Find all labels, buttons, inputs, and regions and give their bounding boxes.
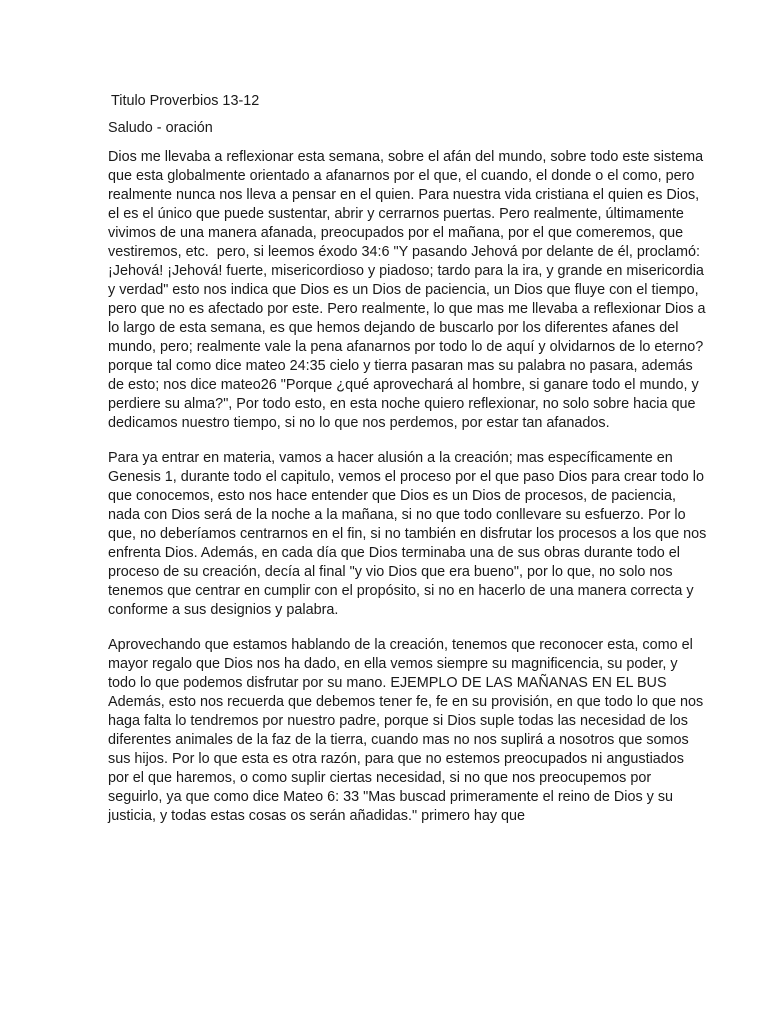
paragraph-3: Aprovechando que estamos hablando de la creación, tenemos que reconocer esta, como el mayor regalo que Dios nos ha dado, en ella vemos siempre su magnificencia, su poder, y todo lo que podemos disfrutar por su mano. EJEMPLO DE LAS MAÑANAS EN EL BUS Además, esto nos recuerda que debemos tener fe, fe en su provisión, en que todo lo que nos haga falta lo tendremos por nuestro padre, porque si Dios suple todas las necesidad de los diferentes animales de la faz de la tierra, cuando mas no nos suplirá a nosotros que somos sus hijos. Por lo que esta es otra razón, para que no estemos preocupados ni angustiados por el que haremos, o como suplir ciertas necesidad, si no que nos preocupemos por seguirlo, ya que como dice Mateo 6: 33 "Mas buscad primeramente el reino de Dios y su justicia, y todas estas cosas os serán añadidas." primero hay que <box>108 637 708 824</box>
greeting-line: Saludo - oración <box>108 120 213 136</box>
paragraph-1: Dios me llevaba a reflexionar esta semana, sobre el afán del mundo, sobre todo este sistema que esta globalmente orientado a afanarnos por el que, el cuando, el donde o el como, pero realmente nunca nos lleva a pensar en el quien. Para nuestra vida cristiana el quien es Dios, el es el único que puede sustentar, abrir y cerrarnos puertas. Pero realmente, últimamente vivimos de una manera afanada, preocupados por el mañana, por el que comeremos, que vestiremos, etc. pero, si leemos éxodo 34:6 "Y pasando Jehová por delante de él, proclamó: ¡Jehová! ¡Jehová! fuerte, misericordioso y piadoso; tardo para la ira, y grande en misericordia y verdad" esto nos indica que Dios es un Dios de paciencia, un Dios que fluye con el tiempo, pero que no es afectado por este. Pero realmente, lo que mas me llevaba a reflexionar Dios a lo largo de esta semana, es que hemos dejando de buscarlo por los diferentes afanes del mundo, pero; realmente vale la pena afanarnos por todo lo de aquí y olvidarnos de lo eterno? porque tal como dice mateo 24:35 cielo y tierra pasaran mas su palabra no pasara, además de esto; nos dice mateo26 "Porque ¿qué aprovechará al hombre, si ganare todo el mundo, y perdiere su alma?", Por todo esto, en esta noche quiero reflexionar, no solo sobre hacia que dedicamos nuestro tiempo, si no lo que nos perdemos, por estar tan afanados. <box>108 149 710 431</box>
document-title: Titulo Proverbios 13-12 <box>111 93 260 109</box>
paragraph-2: Para ya entrar en materia, vamos a hacer alusión a la creación; mas específicamente en Genesis 1, durante todo el capitulo, vemos el proceso por el que paso Dios para crear todo lo que conocemos, esto nos hace entender que Dios es un Dios de procesos, de paciencia, nada con Dios será de la noche a la mañana, si no que todo conllevare su esfuerzo. Por lo que, no deberíamos centrarnos en el fin, si no también en disfrutar los procesos a los que nos enfrenta Dios. Además, en cada día que Dios terminaba una de sus obras durante todo el proceso de su creación, decía al final "y vio Dios que era bueno", por lo que, no solo nos tenemos que centrar en cumplir con el propósito, si no en hacerlo de una manera correcta y conforme a sus designios y palabra. <box>108 450 711 618</box>
